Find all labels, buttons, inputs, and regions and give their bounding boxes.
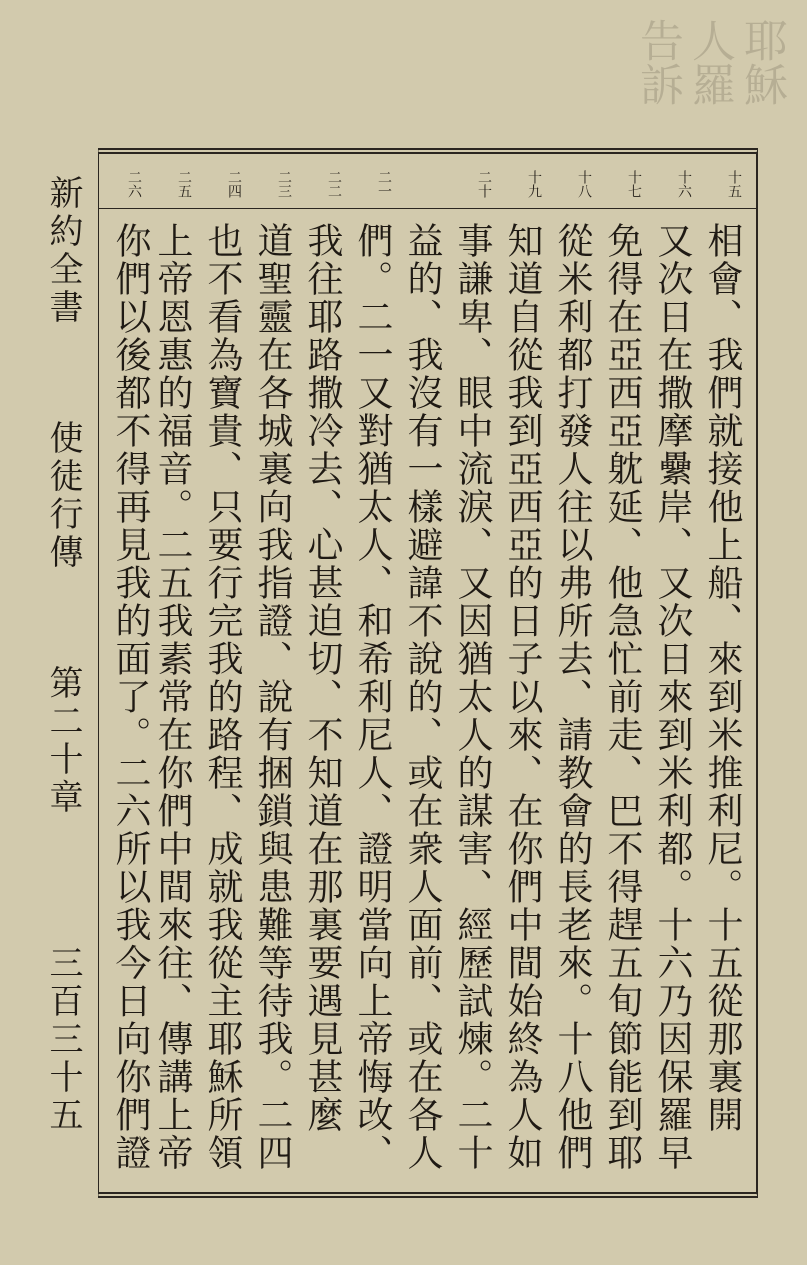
book-section: 使徒行傳 [43, 420, 83, 572]
text-column: 相會、我們就接他上船、來到米推利尼。十五從那裏開 [702, 222, 743, 1134]
verse-number: 二十 [476, 170, 492, 198]
verse-number: 十九 [526, 170, 542, 198]
verse-number: 十五 [726, 170, 742, 198]
text-column: 你們以後都不得再見我的面了。二六所以我今日向你們證 [110, 222, 151, 1172]
bleed-line: 人羅 [684, 18, 735, 106]
text-column: 從米利都打發人往以弗所去、請教會的長老來。十八他們 [552, 222, 593, 1172]
bleed-line: 告訴 [632, 18, 683, 106]
verse-number: 二四 [226, 170, 242, 198]
verse-number: 十七 [626, 170, 642, 198]
page-margin [44, 175, 90, 1205]
verse-number: 二一 [376, 170, 392, 198]
text-column: 知道自從我到亞西亞的日子以來、在你們中間始終為人如 [502, 222, 543, 1172]
chapter-label: 第二十章 [43, 665, 83, 817]
text-column: 上帝恩惠的福音。二五我素常在你們中間來往、傳講上帝 [152, 222, 193, 1172]
bleed-line: 耶穌 [736, 18, 787, 106]
book-title: 新約全書 [43, 175, 83, 327]
text-column: 又次日在撒摩纍岸、又次日來到米利都。十六乃因保羅早 [652, 222, 693, 1172]
verse-number: 二五 [176, 170, 192, 198]
verse-number: 十八 [576, 170, 592, 198]
page-number: 三百三十五 [43, 945, 83, 1135]
text-column: 免得在亞西亞躭延、他急忙前走、巴不得趕五旬節能到耶 [602, 222, 643, 1172]
verse-number: 二六 [126, 170, 142, 198]
verse-number: 十六 [676, 170, 692, 198]
text-column: 益的、我沒有一樣避諱不說的、或在衆人面前、或在各人 [402, 222, 443, 1172]
text-column: 我往耶路撒冷去、心甚迫切、不知道在那裏要遇見甚麼 [302, 222, 343, 1134]
text-column: 們。二一又對猶太人、和希利尼人、證明當向上帝悔改、 [352, 222, 393, 1172]
text-column: 事謙卑、眼中流淚、又因猶太人的謀害、經歷試煉。二十 [452, 222, 493, 1172]
verse-number: 二三 [276, 170, 292, 198]
text-column: 道聖靈在各城裏向我指證、說有捆鎖與患難等待我。二四 [252, 222, 293, 1172]
verse-number: 二二 [326, 170, 342, 198]
verse-number-row [98, 160, 758, 209]
bleed-through-text [427, 18, 787, 138]
text-column: 也不看為寶貴、只要行完我的路程、成就我從主耶穌所領 [202, 222, 243, 1172]
